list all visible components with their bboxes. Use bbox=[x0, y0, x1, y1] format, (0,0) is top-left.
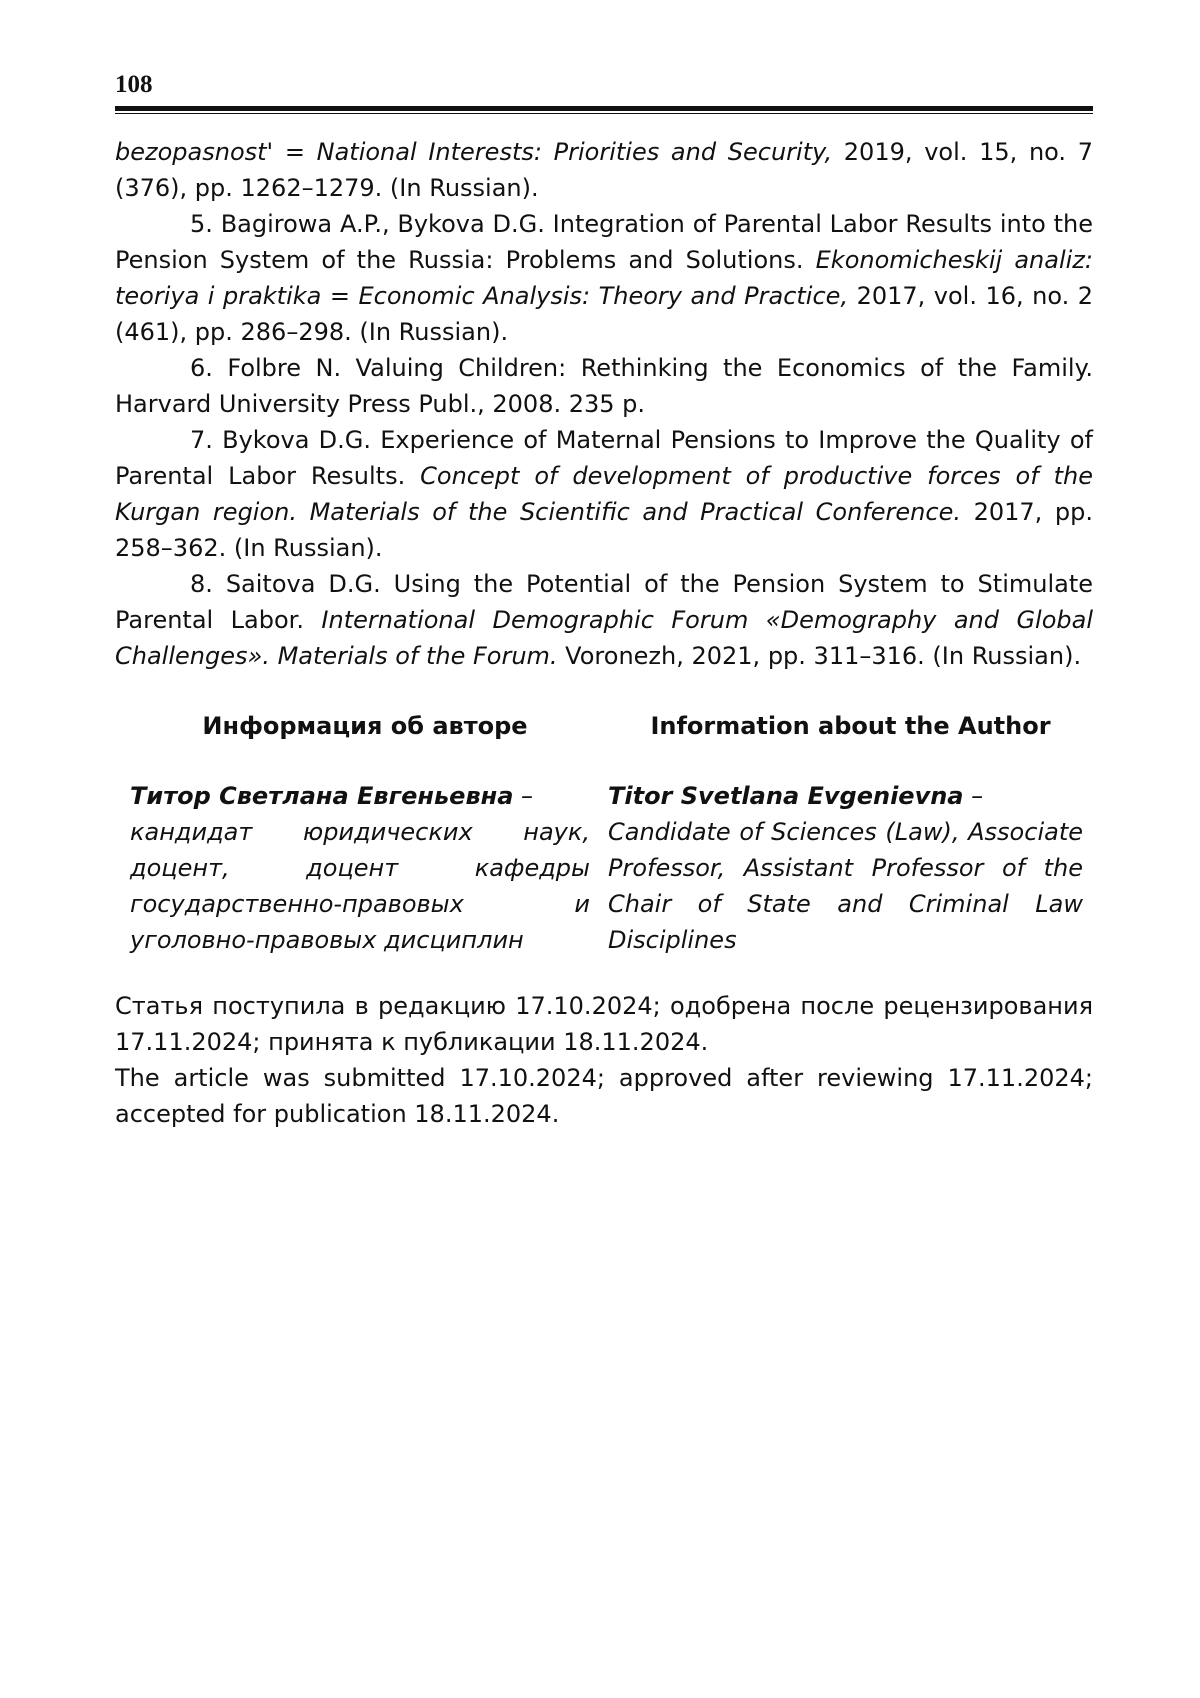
author-heading-ru: Информация об авторе bbox=[202, 712, 528, 740]
author-heading-en: Information about the Author bbox=[650, 712, 1051, 740]
reference-entry bbox=[115, 566, 1093, 674]
journal-page bbox=[115, 70, 1093, 1132]
page-number: 108 bbox=[115, 71, 153, 98]
reference-text: 5. Bagirowa A.P., Bykova D.G. Integration of Parental Labor Results into the Pension System of the Russia: Problems and Solutions. bbox=[115, 210, 1093, 274]
article-history-ru: Статья поступила в редакцию 17.10.2024; одобрена после рецензирования 17.11.2024; принята к публикации 18.11.2024. bbox=[115, 992, 1093, 1056]
reference-source-italic: bezopasnost' = National Interests: Priorities and Security, bbox=[115, 138, 833, 166]
author-dash-ru: – bbox=[513, 782, 534, 810]
author-info-english bbox=[600, 708, 1093, 958]
author-details-ru bbox=[130, 778, 600, 958]
reference-text: 2017, pp. 258–362. (In Russian). bbox=[115, 498, 1094, 562]
author-name-en: Titor Svetlana Evgenievna bbox=[608, 782, 964, 810]
author-information bbox=[115, 708, 1093, 958]
author-position-en: Candidate of Sciences (Law), Associate Professor, Assistant Professor of the Chair of State and Criminal Law Disciplines bbox=[608, 818, 1083, 954]
article-history bbox=[115, 988, 1093, 1132]
author-info-russian bbox=[115, 708, 600, 958]
reference-source-italic: Ekonomicheskij analiz: teoriya i praktika = Economic Analysis: Theory and Practice, bbox=[115, 246, 1093, 310]
reference-entry bbox=[115, 206, 1093, 350]
author-name-ru: Титор Светлана Евгеньевна bbox=[130, 782, 514, 810]
reference-text: 2017, vol. 16, no. 2 (461), pp. 286–298. (In Russian). bbox=[115, 282, 1094, 346]
reference-entry bbox=[115, 134, 1093, 206]
reference-text: 2019, vol. 15, no. 7 (376), pp. 1262–1279. (In Russian). bbox=[115, 138, 1094, 202]
reference-source-italic: Concept of development of productive forces of the Kurgan region. Materials of the Scientific and Practical Conference. bbox=[115, 462, 1093, 526]
reference-text: 6. Folbre N. Valuing Children: Rethinking the Economics of the Family. Harvard University Press Publ., 2008. 235 p. bbox=[115, 354, 1093, 418]
reference-entry bbox=[115, 350, 1093, 422]
header-rule-thin bbox=[115, 113, 1093, 114]
header-rule-thick bbox=[115, 106, 1093, 111]
reference-text: 7. Bykova D.G. Experience of Maternal Pensions to Improve the Quality of Parental Labor Results. bbox=[115, 426, 1093, 490]
author-dash-en: – bbox=[963, 782, 984, 810]
author-position-ru: кандидат юридических наук, доцент, доцент кафедры государственно-правовых и уголовно-правовых дисциплин bbox=[130, 818, 590, 954]
reference-source-italic: International Demographic Forum «Demography and Global Challenges». Materials of the Forum. bbox=[115, 606, 1093, 670]
reference-entry bbox=[115, 422, 1093, 566]
author-details-en bbox=[608, 778, 1093, 958]
article-history-en: The article was submitted 17.10.2024; approved after reviewing 17.11.2024; accepted for publication 18.11.2024. bbox=[115, 1064, 1093, 1128]
reference-text: 8. Saitova D.G. Using the Potential of the Pension System to Stimulate Parental Labor. bbox=[115, 570, 1093, 634]
reference-list bbox=[115, 134, 1093, 674]
reference-text: Voronezh, 2021, pp. 311–316. (In Russian). bbox=[557, 642, 1082, 670]
